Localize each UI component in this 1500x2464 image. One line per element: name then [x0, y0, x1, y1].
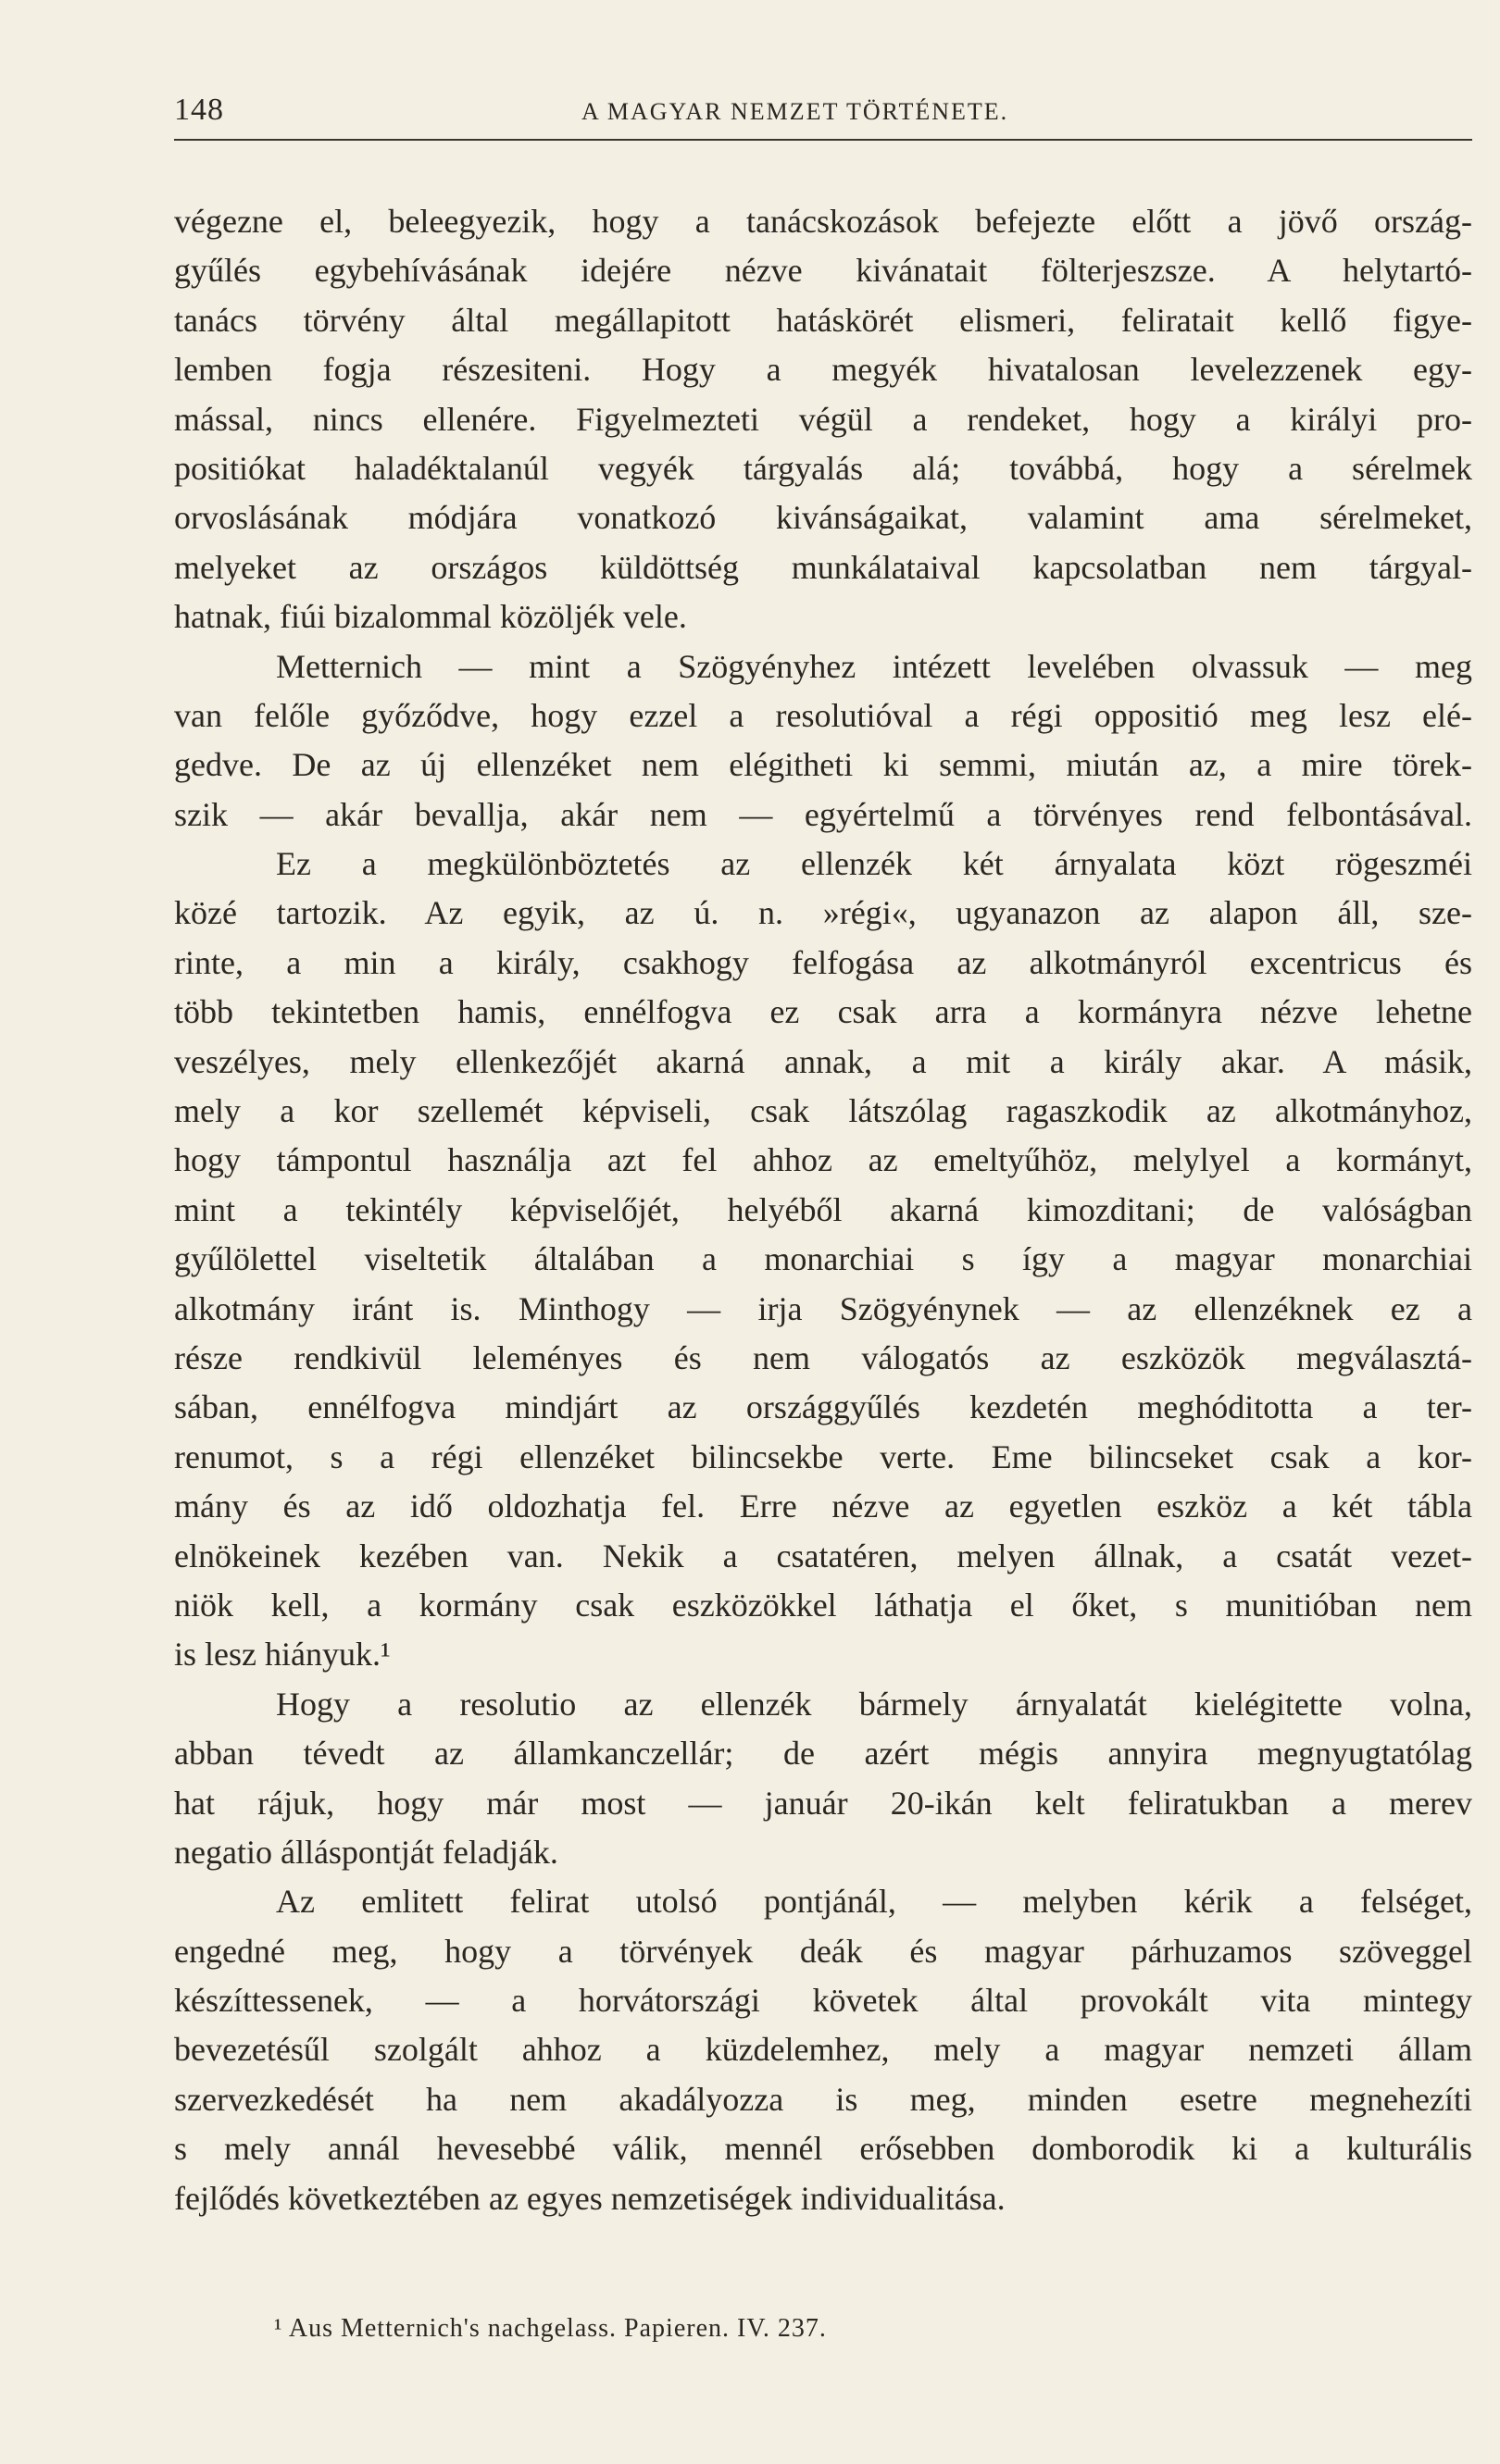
text-line: gyűlölettel viseltetik általában a monarchiai s így a magyar monarchiai	[174, 1240, 1472, 1278]
text-line: fejlődés következtében az egyes nemzetiségek individualitása.	[174, 2179, 1006, 2217]
text-line: közé tartozik. Az egyik, az ú. n. »régi«, ugyanazon az alapon áll, sze-	[174, 894, 1472, 932]
text-line: része rendkivül leleményes és nem válogatós az eszközök megválasztá-	[174, 1338, 1472, 1376]
text-line: készíttessenek, — a horvátországi követek által provokált vita mintegy	[174, 1982, 1472, 2020]
text-line: több tekintetben hamis, ennélfogva ez csak arra a kormányra nézve lehetne	[174, 993, 1472, 1031]
text-line: positiókat haladéktalanúl vegyék tárgyalás alá; továbbá, hogy a sérelmek	[174, 449, 1472, 487]
text-line: is lesz hiányuk.¹	[174, 1636, 391, 1674]
text-line: Ez a megkülönböztetés az ellenzék két árnyalata közt rögeszméi	[276, 845, 1472, 883]
text-line: sában, ennélfogva mindjárt az országgyűlés kezdetén meghóditotta a ter-	[174, 1388, 1472, 1426]
text-line: gyűlés egybehívásának idejére nézve kivánatait fölterjeszsze. A helytartó-	[174, 252, 1472, 290]
text-line: gedve. De az új ellenzéket nem elégitheti ki semmi, miután az, a mire törek-	[174, 746, 1472, 784]
text-line: abban tévedt az államkanczellár; de azért mégis annyira megnyugtatólag	[174, 1735, 1472, 1773]
text-line: tanács törvény által megállapitott hatáskörét elismeri, feliratait kellő figye-	[174, 301, 1472, 339]
text-line: mány és az idő oldozhatja fel. Erre nézve az egyetlen eszköz a két tábla	[174, 1487, 1472, 1525]
text-line: alkotmány iránt is. Minthogy — irja Szögyénynek — az ellenzéknek ez a	[174, 1289, 1472, 1327]
text-line: rinte, a min a király, csakhogy felfogása az alkotmányról excentricus és	[174, 943, 1472, 981]
footnote: ¹ Aus Metternich's nachgelass. Papieren. IV. 237.	[274, 2314, 827, 2343]
text-line: hogy támpontul használja azt fel ahhoz az emeltyűhöz, melylyel a kormányt,	[174, 1141, 1472, 1179]
page-number: 148	[174, 93, 224, 127]
text-line: szik — akár bevallja, akár nem — egyértelmű a törvényes rend felbontásával.	[174, 795, 1472, 833]
text-line: bevezetésűl szolgált ahhoz a küzdelemhez, mely a magyar nemzeti állam	[174, 2031, 1472, 2069]
text-line: renumot, s a régi ellenzéket bilincsekbe verte. Eme bilincseket csak a kor-	[174, 1437, 1472, 1475]
text-line: hatnak, fiúi bizalommal közöljék vele.	[174, 598, 687, 636]
text-line: mint a tekintély képviselőjét, helyéből akarná kimozditani; de valóságban	[174, 1190, 1472, 1228]
text-line: s mely annál hevesebbé válik, mennél erősebben domborodik ki a kulturális	[174, 2130, 1472, 2168]
running-title: A MAGYAR NEMZET TÖRTÉNETE.	[581, 98, 1009, 125]
text-line: negatio álláspontját feladják.	[174, 1833, 558, 1871]
text-line: Hogy a resolutio az ellenzék bármely árnyalatát kielégitette volna,	[276, 1685, 1472, 1723]
text-line: szervezkedését ha nem akadályozza is meg, minden esetre megnehezíti	[174, 2080, 1472, 2118]
text-line: mely a kor szellemét képviseli, csak látszólag ragaszkodik az alkotmányhoz,	[174, 1092, 1472, 1130]
text-line: elnökeinek kezében van. Nekik a csatatéren, melyen állnak, a csatát vezet-	[174, 1537, 1472, 1574]
text-line: veszélyes, mely ellenkezőjét akarná annak, a mit a király akar. A másik,	[174, 1042, 1472, 1080]
text-line: orvoslásának módjára vonatkozó kivánságaikat, valamint ama sérelmeket,	[174, 499, 1472, 537]
text-line: melyeket az országos küldöttség munkálataival kapcsolatban nem tárgyal-	[174, 548, 1472, 586]
text-line: engedné meg, hogy a törvények deák és magyar párhuzamos szöveggel	[174, 1932, 1472, 1970]
text-line: végezne el, beleegyezik, hogy a tanácskozások befejezte előtt a jövő ország-	[174, 203, 1472, 240]
text-line: Metternich — mint a Szögyényhez intézett levelében olvassuk — meg	[276, 647, 1472, 685]
body-text	[174, 197, 1472, 2223]
text-line: Az emlitett felirat utolsó pontjánál, — melyben kérik a felséget,	[276, 1883, 1472, 1921]
page-header	[174, 93, 1472, 141]
text-line: van felőle győződve, hogy ezzel a resolutióval a régi oppositió meg lesz elé-	[174, 696, 1472, 734]
text-line: niök kell, a kormány csak eszközökkel láthatja el őket, s munitióban nem	[174, 1586, 1472, 1624]
text-line: mással, nincs ellenére. Figyelmezteti végül a rendeket, hogy a királyi pro-	[174, 400, 1472, 438]
text-line: hat rájuk, hogy már most — január 20-ikán kelt feliratukban a merev	[174, 1784, 1472, 1822]
text-line: lemben fogja részesiteni. Hogy a megyék hivatalosan levelezzenek egy-	[174, 351, 1472, 389]
